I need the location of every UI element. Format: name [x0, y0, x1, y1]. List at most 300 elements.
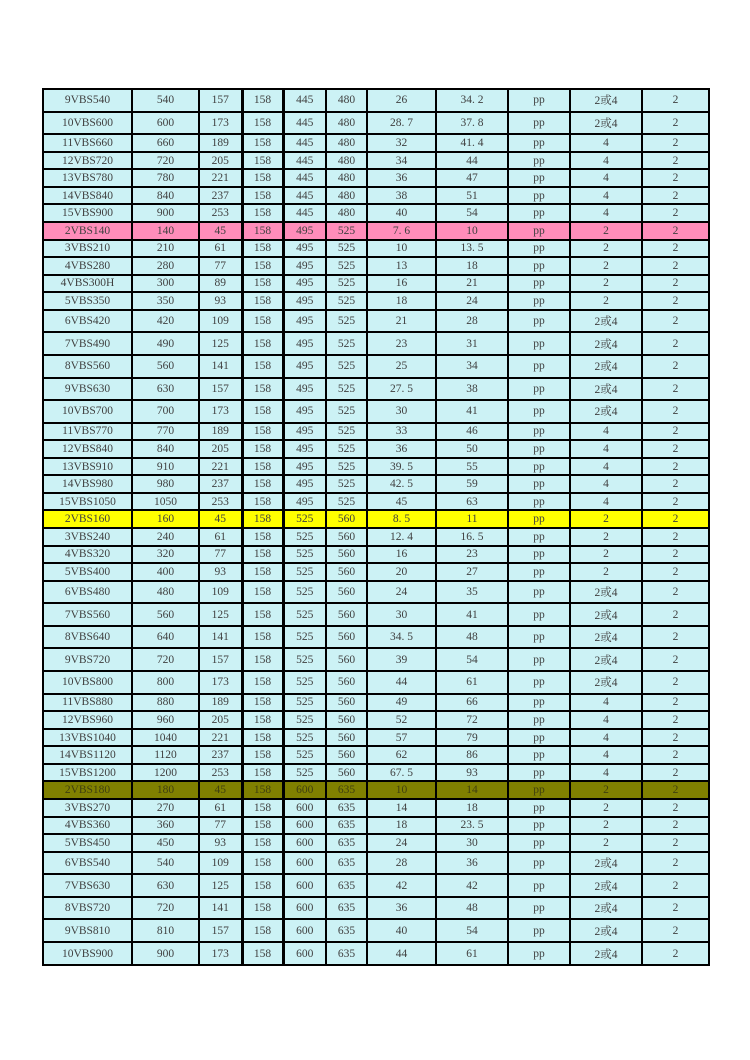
model-cell: 9VBS540 — [43, 89, 132, 112]
value-cell: 160 — [132, 510, 199, 528]
table-row — [43, 423, 709, 441]
value-cell: 77 — [199, 546, 242, 564]
value-cell: 525 — [326, 292, 367, 310]
table-row — [43, 134, 709, 152]
value-cell: 2 — [642, 781, 709, 799]
model-cell: 3VBS240 — [43, 528, 132, 546]
value-cell: 205 — [199, 152, 242, 170]
value-cell: 23. 5 — [436, 817, 508, 835]
value-cell: pp — [508, 292, 570, 310]
value-cell: 42 — [436, 874, 508, 897]
value-cell: 158 — [242, 874, 283, 897]
value-cell: 2或4 — [570, 89, 642, 112]
value-cell: 34. 2 — [436, 89, 508, 112]
table-row — [43, 493, 709, 511]
value-cell: 210 — [132, 240, 199, 258]
value-cell: 158 — [242, 919, 283, 942]
value-cell: 540 — [132, 89, 199, 112]
value-cell: 2 — [570, 257, 642, 275]
value-cell: 4 — [570, 764, 642, 782]
value-cell: 450 — [132, 834, 199, 852]
model-cell: 14VBS840 — [43, 187, 132, 205]
table-row — [43, 187, 709, 205]
value-cell: 66 — [436, 694, 508, 712]
value-cell: 158 — [242, 275, 283, 293]
value-cell: pp — [508, 510, 570, 528]
value-cell: pp — [508, 275, 570, 293]
value-cell: 2 — [642, 746, 709, 764]
model-cell: 2VBS160 — [43, 510, 132, 528]
value-cell: 38 — [436, 378, 508, 401]
value-cell: 480 — [326, 89, 367, 112]
value-cell: 93 — [199, 834, 242, 852]
table-row — [43, 240, 709, 258]
value-cell: pp — [508, 204, 570, 222]
model-cell: 9VBS810 — [43, 919, 132, 942]
value-cell: pp — [508, 671, 570, 694]
value-cell: 525 — [283, 563, 326, 581]
value-cell: 525 — [283, 671, 326, 694]
table-row — [43, 648, 709, 671]
value-cell: 2或4 — [570, 378, 642, 401]
value-cell: 36 — [436, 852, 508, 875]
value-cell: 2 — [642, 475, 709, 493]
table-row — [43, 671, 709, 694]
value-cell: 2 — [642, 563, 709, 581]
value-cell: 2 — [642, 378, 709, 401]
value-cell: 600 — [283, 897, 326, 920]
table-row — [43, 475, 709, 493]
value-cell: 2或4 — [570, 671, 642, 694]
value-cell: pp — [508, 378, 570, 401]
value-cell: 158 — [242, 648, 283, 671]
value-cell: 2 — [642, 187, 709, 205]
value-cell: pp — [508, 874, 570, 897]
value-cell: 157 — [199, 89, 242, 112]
value-cell: 980 — [132, 475, 199, 493]
value-cell: 2 — [570, 546, 642, 564]
value-cell: 525 — [326, 493, 367, 511]
value-cell: 1200 — [132, 764, 199, 782]
value-cell: 480 — [132, 581, 199, 604]
value-cell: 157 — [199, 919, 242, 942]
value-cell: 495 — [283, 275, 326, 293]
value-cell: 2 — [642, 89, 709, 112]
value-cell: 4 — [570, 458, 642, 476]
model-cell: 2VBS180 — [43, 781, 132, 799]
value-cell: 2 — [642, 852, 709, 875]
value-cell: 237 — [199, 475, 242, 493]
value-cell: 4 — [570, 475, 642, 493]
table-row — [43, 458, 709, 476]
value-cell: 237 — [199, 187, 242, 205]
value-cell: 41. 4 — [436, 134, 508, 152]
value-cell: 2 — [642, 332, 709, 355]
table-row — [43, 310, 709, 333]
value-cell: pp — [508, 711, 570, 729]
model-cell: 5VBS450 — [43, 834, 132, 852]
table-row — [43, 852, 709, 875]
spec-table — [42, 88, 710, 966]
value-cell: 158 — [242, 400, 283, 423]
value-cell: 445 — [283, 134, 326, 152]
value-cell: 189 — [199, 694, 242, 712]
value-cell: 13 — [367, 257, 436, 275]
value-cell: 57 — [367, 729, 436, 747]
value-cell: 560 — [326, 626, 367, 649]
value-cell: 25 — [367, 355, 436, 378]
value-cell: 61 — [199, 528, 242, 546]
value-cell: 10 — [367, 240, 436, 258]
value-cell: pp — [508, 493, 570, 511]
value-cell: 77 — [199, 257, 242, 275]
value-cell: 635 — [326, 799, 367, 817]
value-cell: 480 — [326, 187, 367, 205]
value-cell: 158 — [242, 89, 283, 112]
value-cell: 158 — [242, 626, 283, 649]
value-cell: 445 — [283, 152, 326, 170]
value-cell: 54 — [436, 919, 508, 942]
value-cell: pp — [508, 332, 570, 355]
value-cell: 158 — [242, 222, 283, 240]
value-cell: 158 — [242, 563, 283, 581]
value-cell: 158 — [242, 310, 283, 333]
model-cell: 6VBS420 — [43, 310, 132, 333]
value-cell: 630 — [132, 378, 199, 401]
value-cell: 158 — [242, 332, 283, 355]
value-cell: 61 — [199, 799, 242, 817]
table-row — [43, 563, 709, 581]
value-cell: 34. 5 — [367, 626, 436, 649]
value-cell: 158 — [242, 897, 283, 920]
value-cell: 720 — [132, 897, 199, 920]
value-cell: 2 — [570, 510, 642, 528]
value-cell: 2 — [570, 275, 642, 293]
value-cell: 237 — [199, 746, 242, 764]
value-cell: 525 — [283, 711, 326, 729]
value-cell: 38 — [367, 187, 436, 205]
value-cell: pp — [508, 355, 570, 378]
value-cell: 158 — [242, 781, 283, 799]
value-cell: 36 — [367, 440, 436, 458]
model-cell: 12VBS720 — [43, 152, 132, 170]
value-cell: 495 — [283, 400, 326, 423]
value-cell: 445 — [283, 169, 326, 187]
value-cell: 2或4 — [570, 919, 642, 942]
value-cell: 18 — [367, 292, 436, 310]
value-cell: 495 — [283, 378, 326, 401]
value-cell: 320 — [132, 546, 199, 564]
value-cell: 61 — [436, 671, 508, 694]
value-cell: pp — [508, 134, 570, 152]
value-cell: 18 — [436, 257, 508, 275]
value-cell: 44 — [436, 152, 508, 170]
value-cell: 205 — [199, 440, 242, 458]
table-row — [43, 152, 709, 170]
model-cell: 15VBS1200 — [43, 764, 132, 782]
value-cell: pp — [508, 581, 570, 604]
value-cell: 2 — [642, 919, 709, 942]
value-cell: 495 — [283, 222, 326, 240]
value-cell: 560 — [326, 563, 367, 581]
value-cell: 2 — [642, 355, 709, 378]
table-row — [43, 711, 709, 729]
value-cell: 62 — [367, 746, 436, 764]
value-cell: 635 — [326, 919, 367, 942]
value-cell: 480 — [326, 112, 367, 135]
value-cell: 2 — [642, 546, 709, 564]
value-cell: 63 — [436, 493, 508, 511]
value-cell: 540 — [132, 852, 199, 875]
value-cell: 158 — [242, 834, 283, 852]
value-cell: 2 — [570, 781, 642, 799]
value-cell: 35 — [436, 581, 508, 604]
value-cell: 2 — [570, 834, 642, 852]
value-cell: 4 — [570, 729, 642, 747]
value-cell: pp — [508, 400, 570, 423]
value-cell: 45 — [199, 781, 242, 799]
value-cell: 39 — [367, 648, 436, 671]
value-cell: 51 — [436, 187, 508, 205]
value-cell: 158 — [242, 799, 283, 817]
value-cell: pp — [508, 817, 570, 835]
value-cell: 158 — [242, 423, 283, 441]
value-cell: 173 — [199, 671, 242, 694]
table-row — [43, 799, 709, 817]
value-cell: 2 — [642, 400, 709, 423]
value-cell: 158 — [242, 528, 283, 546]
spec-table-body — [43, 89, 709, 965]
value-cell: 109 — [199, 581, 242, 604]
value-cell: 495 — [283, 310, 326, 333]
model-cell: 10VBS600 — [43, 112, 132, 135]
value-cell: 72 — [436, 711, 508, 729]
value-cell: 4 — [570, 440, 642, 458]
value-cell: 800 — [132, 671, 199, 694]
value-cell: 2或4 — [570, 648, 642, 671]
table-row — [43, 257, 709, 275]
table-row — [43, 204, 709, 222]
value-cell: 525 — [326, 400, 367, 423]
value-cell: 45 — [199, 222, 242, 240]
value-cell: 4 — [570, 711, 642, 729]
table-row — [43, 781, 709, 799]
value-cell: 59 — [436, 475, 508, 493]
value-cell: 495 — [283, 332, 326, 355]
value-cell: 495 — [283, 493, 326, 511]
value-cell: 79 — [436, 729, 508, 747]
value-cell: 158 — [242, 292, 283, 310]
value-cell: 158 — [242, 711, 283, 729]
value-cell: 445 — [283, 89, 326, 112]
value-cell: 158 — [242, 510, 283, 528]
value-cell: 600 — [283, 799, 326, 817]
value-cell: 2 — [642, 292, 709, 310]
value-cell: 158 — [242, 942, 283, 965]
value-cell: 2 — [570, 563, 642, 581]
value-cell: 93 — [199, 292, 242, 310]
value-cell: 21 — [367, 310, 436, 333]
value-cell: 495 — [283, 423, 326, 441]
value-cell: 44 — [367, 671, 436, 694]
value-cell: 4 — [570, 746, 642, 764]
value-cell: 40 — [367, 204, 436, 222]
value-cell: 2 — [642, 942, 709, 965]
model-cell: 10VBS800 — [43, 671, 132, 694]
value-cell: 400 — [132, 563, 199, 581]
value-cell: 45 — [199, 510, 242, 528]
value-cell: 30 — [436, 834, 508, 852]
model-cell: 7VBS560 — [43, 603, 132, 626]
value-cell: 525 — [283, 546, 326, 564]
table-row — [43, 510, 709, 528]
value-cell: 158 — [242, 764, 283, 782]
value-cell: 720 — [132, 648, 199, 671]
value-cell: 140 — [132, 222, 199, 240]
value-cell: 600 — [283, 852, 326, 875]
value-cell: 2 — [642, 764, 709, 782]
table-row — [43, 626, 709, 649]
value-cell: 560 — [132, 355, 199, 378]
table-row — [43, 764, 709, 782]
model-cell: 12VBS840 — [43, 440, 132, 458]
value-cell: 14 — [436, 781, 508, 799]
value-cell: 420 — [132, 310, 199, 333]
value-cell: 93 — [199, 563, 242, 581]
table-row — [43, 400, 709, 423]
value-cell: 37. 8 — [436, 112, 508, 135]
value-cell: pp — [508, 729, 570, 747]
value-cell: 50 — [436, 440, 508, 458]
value-cell: 600 — [283, 919, 326, 942]
value-cell: 158 — [242, 458, 283, 476]
value-cell: 445 — [283, 204, 326, 222]
value-cell: 253 — [199, 764, 242, 782]
value-cell: pp — [508, 310, 570, 333]
value-cell: 560 — [326, 729, 367, 747]
value-cell: 2 — [570, 799, 642, 817]
value-cell: 2 — [642, 204, 709, 222]
model-cell: 6VBS480 — [43, 581, 132, 604]
value-cell: 2 — [642, 694, 709, 712]
value-cell: 158 — [242, 694, 283, 712]
value-cell: 4 — [570, 187, 642, 205]
value-cell: 525 — [326, 275, 367, 293]
model-cell: 4VBS280 — [43, 257, 132, 275]
table-row — [43, 694, 709, 712]
value-cell: 67. 5 — [367, 764, 436, 782]
value-cell: 125 — [199, 332, 242, 355]
table-row — [43, 89, 709, 112]
value-cell: 2 — [642, 275, 709, 293]
model-cell: 2VBS140 — [43, 222, 132, 240]
table-row — [43, 292, 709, 310]
value-cell: 600 — [283, 834, 326, 852]
value-cell: 33 — [367, 423, 436, 441]
value-cell: 93 — [436, 764, 508, 782]
value-cell: 2 — [642, 874, 709, 897]
value-cell: 158 — [242, 493, 283, 511]
value-cell: 189 — [199, 423, 242, 441]
value-cell: 158 — [242, 152, 283, 170]
value-cell: 48 — [436, 897, 508, 920]
value-cell: pp — [508, 746, 570, 764]
value-cell: 24 — [436, 292, 508, 310]
model-cell: 5VBS400 — [43, 563, 132, 581]
value-cell: 240 — [132, 528, 199, 546]
value-cell: 2或4 — [570, 852, 642, 875]
table-row — [43, 581, 709, 604]
value-cell: 16. 5 — [436, 528, 508, 546]
model-cell: 11VBS880 — [43, 694, 132, 712]
value-cell: pp — [508, 89, 570, 112]
value-cell: 28 — [436, 310, 508, 333]
model-cell: 14VBS980 — [43, 475, 132, 493]
model-cell: 8VBS720 — [43, 897, 132, 920]
value-cell: 48 — [436, 626, 508, 649]
value-cell: 560 — [326, 528, 367, 546]
value-cell: pp — [508, 112, 570, 135]
value-cell: 560 — [326, 546, 367, 564]
value-cell: 2或4 — [570, 355, 642, 378]
value-cell: 11 — [436, 510, 508, 528]
value-cell: 525 — [326, 440, 367, 458]
value-cell: 4 — [570, 423, 642, 441]
value-cell: 2或4 — [570, 874, 642, 897]
value-cell: 525 — [283, 581, 326, 604]
value-cell: 39. 5 — [367, 458, 436, 476]
value-cell: 173 — [199, 400, 242, 423]
value-cell: 525 — [326, 355, 367, 378]
value-cell: 41 — [436, 603, 508, 626]
value-cell: pp — [508, 781, 570, 799]
value-cell: 840 — [132, 440, 199, 458]
table-row — [43, 528, 709, 546]
value-cell: 2 — [642, 648, 709, 671]
value-cell: 635 — [326, 852, 367, 875]
value-cell: 525 — [283, 694, 326, 712]
value-cell: 560 — [326, 694, 367, 712]
value-cell: 4 — [570, 169, 642, 187]
value-cell: 158 — [242, 112, 283, 135]
value-cell: 525 — [326, 310, 367, 333]
value-cell: 18 — [436, 799, 508, 817]
value-cell: 635 — [326, 942, 367, 965]
value-cell: 158 — [242, 546, 283, 564]
value-cell: 525 — [283, 626, 326, 649]
value-cell: 158 — [242, 475, 283, 493]
value-cell: 47 — [436, 169, 508, 187]
model-cell: 12VBS960 — [43, 711, 132, 729]
value-cell: 445 — [283, 112, 326, 135]
value-cell: 158 — [242, 187, 283, 205]
value-cell: 525 — [326, 332, 367, 355]
value-cell: 350 — [132, 292, 199, 310]
value-cell: 158 — [242, 134, 283, 152]
value-cell: 141 — [199, 626, 242, 649]
value-cell: 158 — [242, 378, 283, 401]
value-cell: 2 — [642, 834, 709, 852]
value-cell: 49 — [367, 694, 436, 712]
table-row — [43, 275, 709, 293]
value-cell: 2 — [642, 169, 709, 187]
value-cell: 635 — [326, 897, 367, 920]
value-cell: 2或4 — [570, 112, 642, 135]
value-cell: 7. 6 — [367, 222, 436, 240]
value-cell: 640 — [132, 626, 199, 649]
value-cell: 280 — [132, 257, 199, 275]
value-cell: 525 — [326, 423, 367, 441]
